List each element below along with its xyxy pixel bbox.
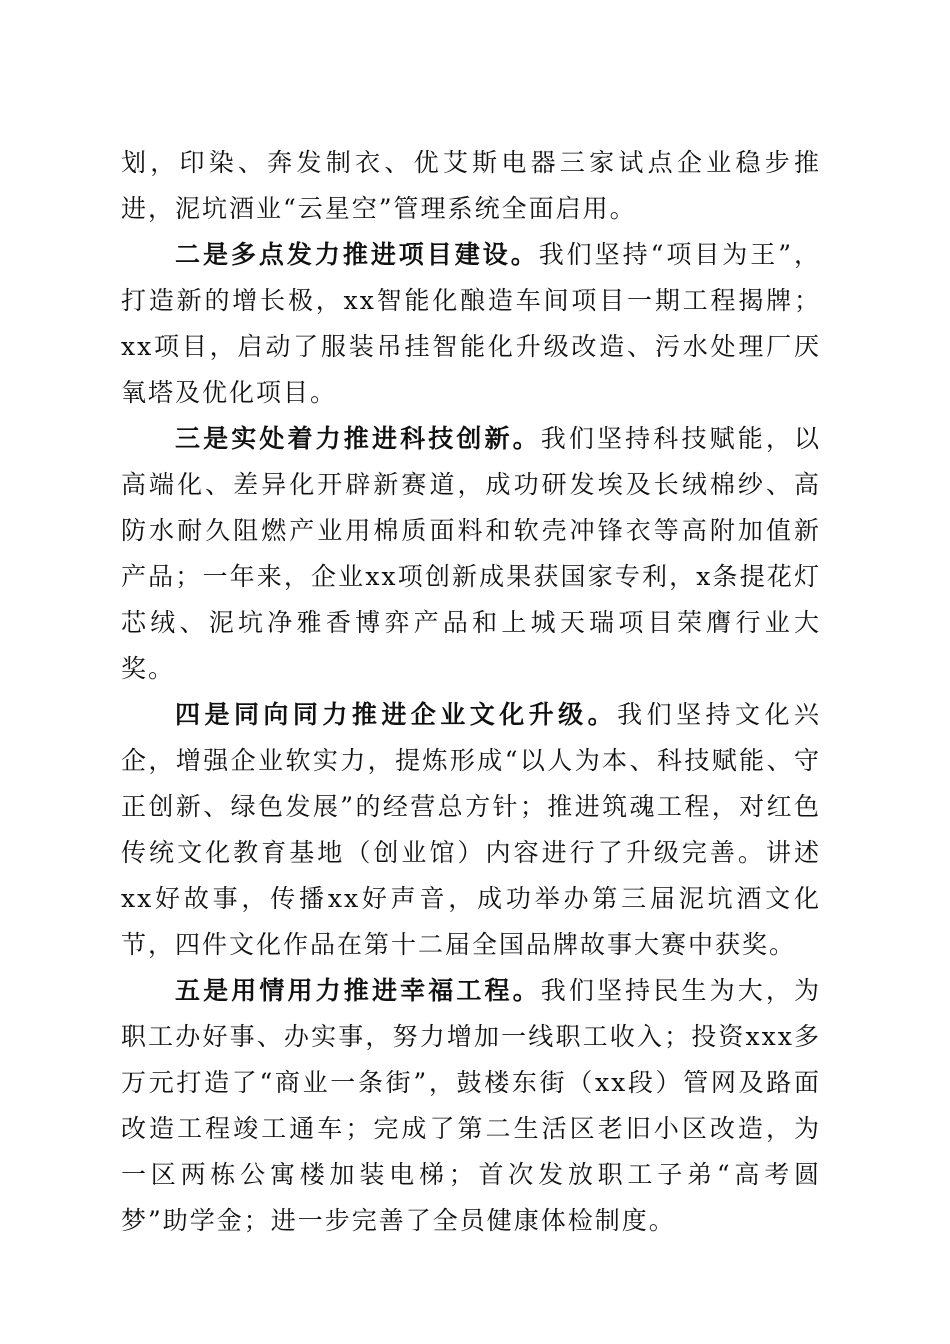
paragraph-text: 我们坚持文化兴企，增强企业软实力，提炼形成“以人为本、科技赋能、守正创新、绿色发展”的经营总方针；推进筑魂工程，对红色传统文化教育基地（创业馆）内容进行了升级完善。讲述xx好故事，传播xx好声音，成功举办第三届泥坑酒文化节，四件文化作品在第十二届全国品牌故事大赛中获奖。 (121, 700, 821, 959)
paragraph-heading: 五是用情用力推进幸福工程。 (175, 976, 541, 1005)
paragraph-project-construction (121, 232, 821, 416)
paragraph-text: 划，印染、奔发制衣、优艾斯电器三家试点企业稳步推进，泥坑酒业“云星空”管理系统全面启用。 (121, 148, 821, 223)
paragraph-heading: 四是同向同力推进企业文化升级。 (175, 700, 618, 729)
paragraph-happiness-project (121, 968, 821, 1244)
document-body (121, 140, 821, 1244)
paragraph-text: 我们坚持“项目为王”，打造新的增长极，xx智能化酿造车间项目一期工程揭牌；xx项目，启动了服装吊挂智能化升级改造、污水处理厂厌氧塔及优化项目。 (121, 240, 821, 407)
paragraph-heading: 二是多点发力推进项目建设。 (175, 240, 539, 269)
paragraph-continuation (121, 140, 821, 232)
paragraph-heading: 三是实处着力推进科技创新。 (175, 424, 541, 453)
paragraph-culture-upgrade (121, 692, 821, 968)
paragraph-tech-innovation (121, 416, 821, 692)
paragraph-text: 我们坚持科技赋能，以高端化、差异化开辟新赛道，成功研发埃及长绒棉纱、高防水耐久阻燃产业用棉质面料和软壳冲锋衣等高附加值新产品；一年来，企业xx项创新成果获国家专利，x条提花灯芯绒、泥坑净雅香博弈产品和上城天瑞项目荣膺行业大奖。 (121, 424, 821, 683)
paragraph-text: 我们坚持民生为大，为职工办好事、办实事，努力增加一线职工收入；投资xxx多万元打造了“商业一条街”，鼓楼东街（xx段）管网及路面改造工程竣工通车；完成了第二生活区老旧小区改造，为一区两栋公寓楼加装电梯；首次发放职工子弟“高考圆梦”助学金；进一步完善了全员健康体检制度。 (121, 976, 821, 1235)
